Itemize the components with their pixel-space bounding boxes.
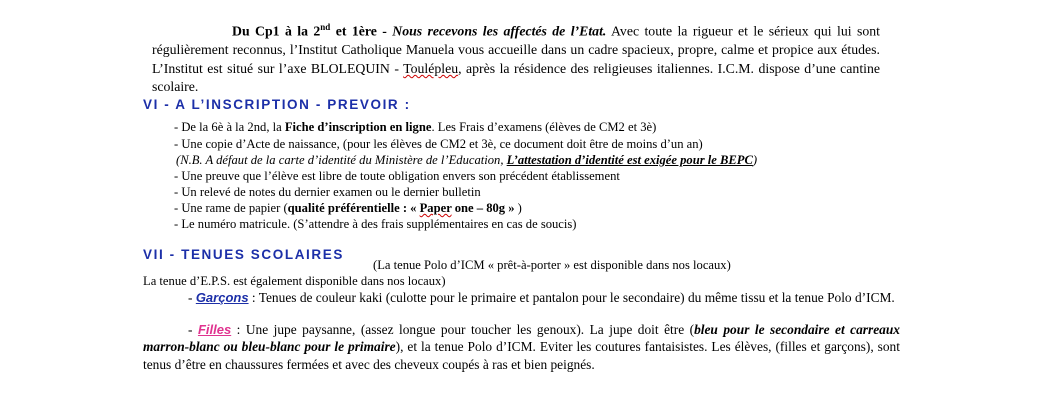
section-vii-note: (La tenue Polo d’ICM « prêt-à-porter » est disponible dans nos locaux) — [373, 258, 731, 272]
garcons-paragraph: - Garçons : Tenues de couleur kaki (culotte pour le primaire et pantalon pour le secondaire) du même tissu et la tenue Polo d’ICM. — [188, 290, 895, 305]
intro-lead: Du Cp1 à la 2 — [232, 23, 321, 39]
intro-lead-levels: et 1ère - — [330, 23, 393, 39]
garcons-label: Garçons — [195, 290, 249, 305]
garcons-text: : Tenues de couleur kaki (culotte pour le primaire et pantalon pour le secondaire) du même tissu et la tenue Polo d’ICM. — [248, 290, 895, 305]
list-item: - Le numéro matricule. (S’attendre à des frais supplémentaires en cas de soucis) — [174, 217, 577, 231]
intro-end: , après la résidence des religieuses italiennes. I.C.M. dispose d’une cantine scolaire. — [152, 60, 881, 95]
item-6-c: Paper — [419, 201, 452, 215]
list-item — [174, 118, 656, 136]
item-6-a: - Une rame de papier ( — [174, 201, 288, 215]
item-6-d: one – 80g » — [451, 201, 515, 215]
list-item: - Une preuve que l’élève est libre de toute obligation envers son précédent établissement — [174, 169, 620, 183]
item-3-c: ) — [752, 153, 758, 167]
item-1-c: . Les Frais d’examens (élèves de CM2 et 3è) — [431, 120, 657, 134]
intro-paragraph — [152, 18, 880, 97]
filles-text-b: bleu pour le secondaire et carreaux marron-blanc ou bleu-blanc pour le primaire — [143, 322, 900, 355]
list-item: - Un relevé de notes du dernier examen ou le dernier bulletin — [174, 185, 481, 199]
filles-paragraph: - Filles : Une jupe paysanne, (assez longue pour toucher les genoux). La jupe doit être (bleu pour le secondaire et carreaux marron-blanc ou bleu-blanc pour le primaire), et la tenue Polo d’ICM. Eviter les coutures fantaisistes. Les élèves, (filles et garçons), sont tenus d’être en chaussures fermées et avec des cheveux coupés à ras et bien peignés. — [143, 322, 900, 372]
eps-note: La tenue d’E.P.S. est également disponible dans nos locaux) — [143, 274, 446, 288]
filles-text-a: : Une jupe paysanne, (assez longue pour toucher les genoux). La jupe doit être ( — [231, 322, 695, 337]
item-1-b: Fiche d’inscription en ligne — [284, 120, 432, 134]
filles-text-c: ), et la tenue Polo d’ICM. Eviter les coutures fantaisistes. Les élèves, (filles et garçons), sont tenus d’être en chaussures fermées et avec des cheveux coupés à ras et bien peignés. — [143, 339, 900, 372]
intro-lead-sup: nd — [320, 22, 331, 32]
intro-body: Avec toute la rigueur et le sérieux qui lui sont régulièrement reconnus, l’Institut Catholique Manuela vous accueille dans un cadre spacieux, propre, calme et propice aux études. L’Institut est situé sur l’axe BLOLEQUIN - — [152, 23, 880, 76]
item-3-a: (N.B. A défaut de la carte d’identité du Ministère de l’Education, — [176, 153, 507, 167]
list-item: - Une copie d’Acte de naissance, (pour les élèves de CM2 et 3è, ce document doit être de moins d’un an) — [174, 137, 703, 151]
item-1-a: - De la 6è à la 2nd, la — [174, 120, 285, 134]
filles-label: Filles — [197, 322, 232, 337]
item-6-e: ) — [514, 201, 522, 215]
item-6-b: qualité préférentielle : « — [287, 201, 420, 215]
intro-town: Toulépleu — [403, 60, 459, 76]
intro-lead-italic: Nous recevons les affectés de l’Etat. — [392, 23, 607, 39]
item-3-b: L’attestation d’identité est exigée pour le BEPC — [506, 153, 753, 167]
section-vi-title: VI - A L’INSCRIPTION - PREVOIR : — [143, 97, 411, 112]
section-vii-title: VII - TENUES SCOLAIRES — [143, 247, 344, 262]
